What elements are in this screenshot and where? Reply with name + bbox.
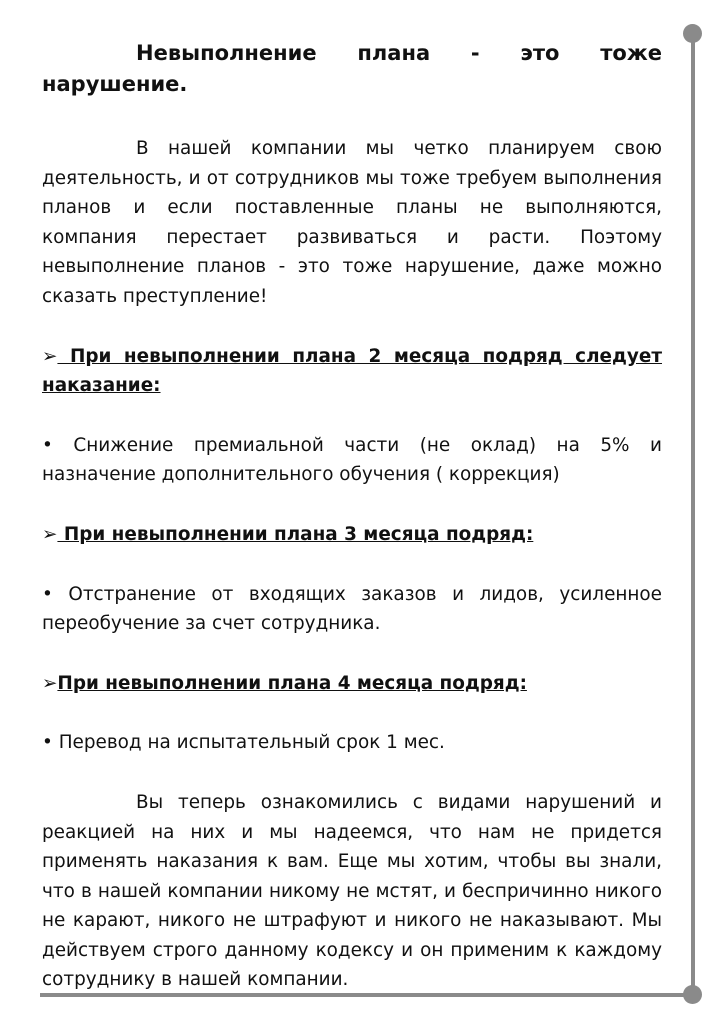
section-item-3-months: • Отстранение от входящих заказов и лидов, усиленное переобучение за счет сотрудника. [42, 583, 662, 635]
section-heading-text: При невыполнении плана 3 месяца подряд: [57, 523, 534, 545]
intro-paragraph: В нашей компании мы четко планируем свою деятельность, и от сотрудников мы тоже требуем выполнения планов и если поставленные планы не выполняются, компания перестает развиваться и расти. Поэтому невыполнение планов - это тоже нарушение, даже можно сказать преступление! [42, 138, 662, 307]
section-heading-text: При невыполнении плана 2 месяца подряд следует наказание: [42, 345, 662, 397]
arrow-bullet-icon: ➢ [42, 672, 58, 694]
frame-vertical-line [691, 32, 695, 996]
section-heading-4-months [42, 669, 662, 699]
arrow-bullet-icon: ➢ [42, 345, 58, 367]
page-title: Невыполнение плана - это тоже нарушение. [42, 41, 662, 96]
section-item-4-months: • Перевод на испытательный срок 1 мес. [42, 732, 445, 754]
section-heading-3-months [42, 520, 662, 550]
closing-paragraph: Вы теперь ознакомились с видами нарушений и реакцией на них и мы надеемся, что нам не придется применять наказания к вам. Еще мы хотим, чтобы вы знали, что в нашей компании никому не мстят, и беспричинно никого не карают, никого не штрафуют и никого не наказывают. Мы действуем строго данному кодексу и он применим к каждому сотруднику в нашей компании. [42, 791, 662, 991]
frame-dot-top [683, 24, 702, 43]
arrow-bullet-icon: ➢ [42, 523, 58, 545]
section-heading-2-months [42, 342, 662, 401]
document-content [42, 38, 662, 995]
frame-dot-bottom [683, 985, 702, 1004]
section-heading-text: При невыполнении плана 4 месяца подряд: [57, 672, 527, 694]
section-item-2-months: • Снижение премиальной части (не оклад) на 5% и назначение дополнительного обучения ( коррекция) [42, 434, 662, 486]
